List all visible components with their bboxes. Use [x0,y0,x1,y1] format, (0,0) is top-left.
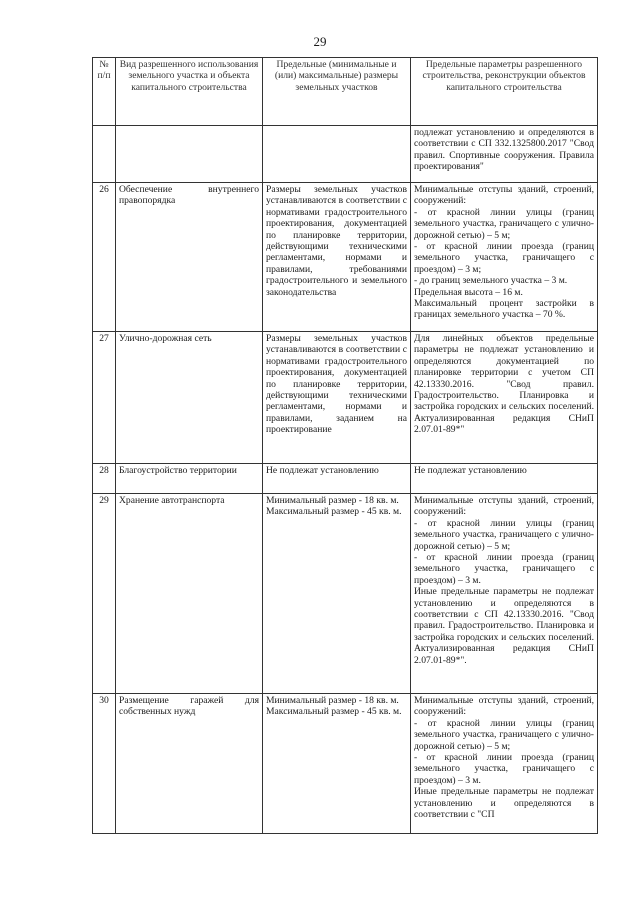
param-line: - от красной линии улицы (границ земельного участка, граничащего с улично-дорожной сетью) – 5 м; [414,517,594,552]
cell-kind: Благоустройство территории [116,464,263,494]
param-line: Иные предельные параметры не подлежат установлению и определяются в соответствии с "СП [414,786,594,821]
cell-kind: Размещение гаражей для собственных нужд [116,694,263,834]
param-line: Не подлежат установлению [414,465,527,476]
cell-kind [116,126,263,183]
param-line: - от красной линии проезда (границ земельного участка, граничащего с проездом) – 3 м; [414,241,594,275]
cell-kind: Улично-дорожная сеть [116,332,263,464]
param-line: - до границ земельного участка – 3 м. [414,275,568,287]
cell-num: 29 [93,494,116,694]
cell-num: 26 [93,183,116,332]
cell-params [411,332,598,464]
regulations-table [92,57,598,834]
header-kind: Вид разрешенного использования земельного участка и объекта капитального строительства [116,58,263,126]
param-line: Минимальные отступы зданий, строений, сооружений: [414,184,594,207]
cell-kind: Обеспечение внутреннего правопорядка [116,183,263,332]
cell-size [263,694,411,834]
param-line: Максимальный процент застройки в границах земельного участка – 70 %. [414,298,594,321]
cell-params [411,694,598,834]
cell-params [411,494,598,694]
header-params: Предельные параметры разрешенного строительства, реконструкции объектов капитального строительства [411,58,598,126]
cell-size: Размеры земельных участков устанавливаются в соответствии с нормативами градостроительного проектирования, документацией по планировке территории, действующими техническими регламентами, нормами и правилами, требованиями градостроительного и земельного законодательства [263,183,411,332]
page-number: 29 [313,34,327,49]
table-row [93,694,598,834]
cell-size: Не подлежат установлению [263,464,411,494]
param-line: Для линейных объектов предельные параметры не подлежат установлению и определяются документацией по планировке территории с учетом СП 42.13330.2016. "Свод правил. Градостроительство. Планировка и застройка городских и сельских поселений. Актуализированная редакция СНиП 2.07.01-89*" [414,333,594,436]
param-line: Иные предельные параметры не подлежат установлению и определяются в соответствии с СП 42.13330.2016. "Свод правил. Градостроительство. Планировка и застройка городских и сельских поселений. Актуализированная редакция СНиП 2.07.01-89*". [414,586,594,666]
table-row [93,464,598,494]
table-row [93,332,598,464]
size-line: Минимальный размер - 18 кв. м. [266,695,399,706]
cell-kind: Хранение автотранспорта [116,494,263,694]
size-line: Максимальный размер - 45 кв. м. [266,706,402,718]
cell-params: подлежат установлению и определяются в соответствии с СП 332.1325800.2017 "Свод правил. Спортивные сооружения. Правила проектирования" [411,126,598,183]
param-line: Минимальные отступы зданий, строений, сооружений: [414,695,594,718]
cell-size [263,126,411,183]
param-line: - от красной линии проезда (границ земельного участка, граничащего с проездом) – 3 м. [414,552,594,586]
cell-num: 27 [93,332,116,464]
param-line: Предельная высота – 16 м. [414,286,523,298]
param-line: Минимальные отступы зданий, строений, сооружений: [414,495,594,518]
header-num: № п/п [93,58,116,126]
size-line: Максимальный размер - 45 кв. м. [266,506,402,518]
header-size: Предельные (минимальные и (или) максимальные) размеры земельных участков [263,58,411,126]
param-line: - от красной линии улицы (границ земельного участка, граничащего с улично-дорожной сетью) – 5 м; [414,717,594,752]
table-row [93,494,598,694]
cell-params [411,464,598,494]
table-row [93,183,598,332]
cell-num: 28 [93,464,116,494]
table-header-row [93,58,598,126]
cell-num: 30 [93,694,116,834]
table-row-continuation [93,126,598,183]
size-line: Минимальный размер - 18 кв. м. [266,495,399,506]
param-line: - от красной линии проезда (границ земельного участка, граничащего с проездом) – 3 м. [414,752,594,786]
cell-num [93,126,116,183]
cell-size: Размеры земельных участков устанавливаются в соответствии с нормативами градостроительного проектирования, документацией по планировке территории, действующими техническими регламентами, нормами и правилами, заданием на проектирование [263,332,411,464]
cell-size [263,494,411,694]
param-line: - от красной линии улицы (границ земельного участка, граничащего с улично-дорожной сетью) – 5 м; [414,206,594,241]
cell-params [411,183,598,332]
